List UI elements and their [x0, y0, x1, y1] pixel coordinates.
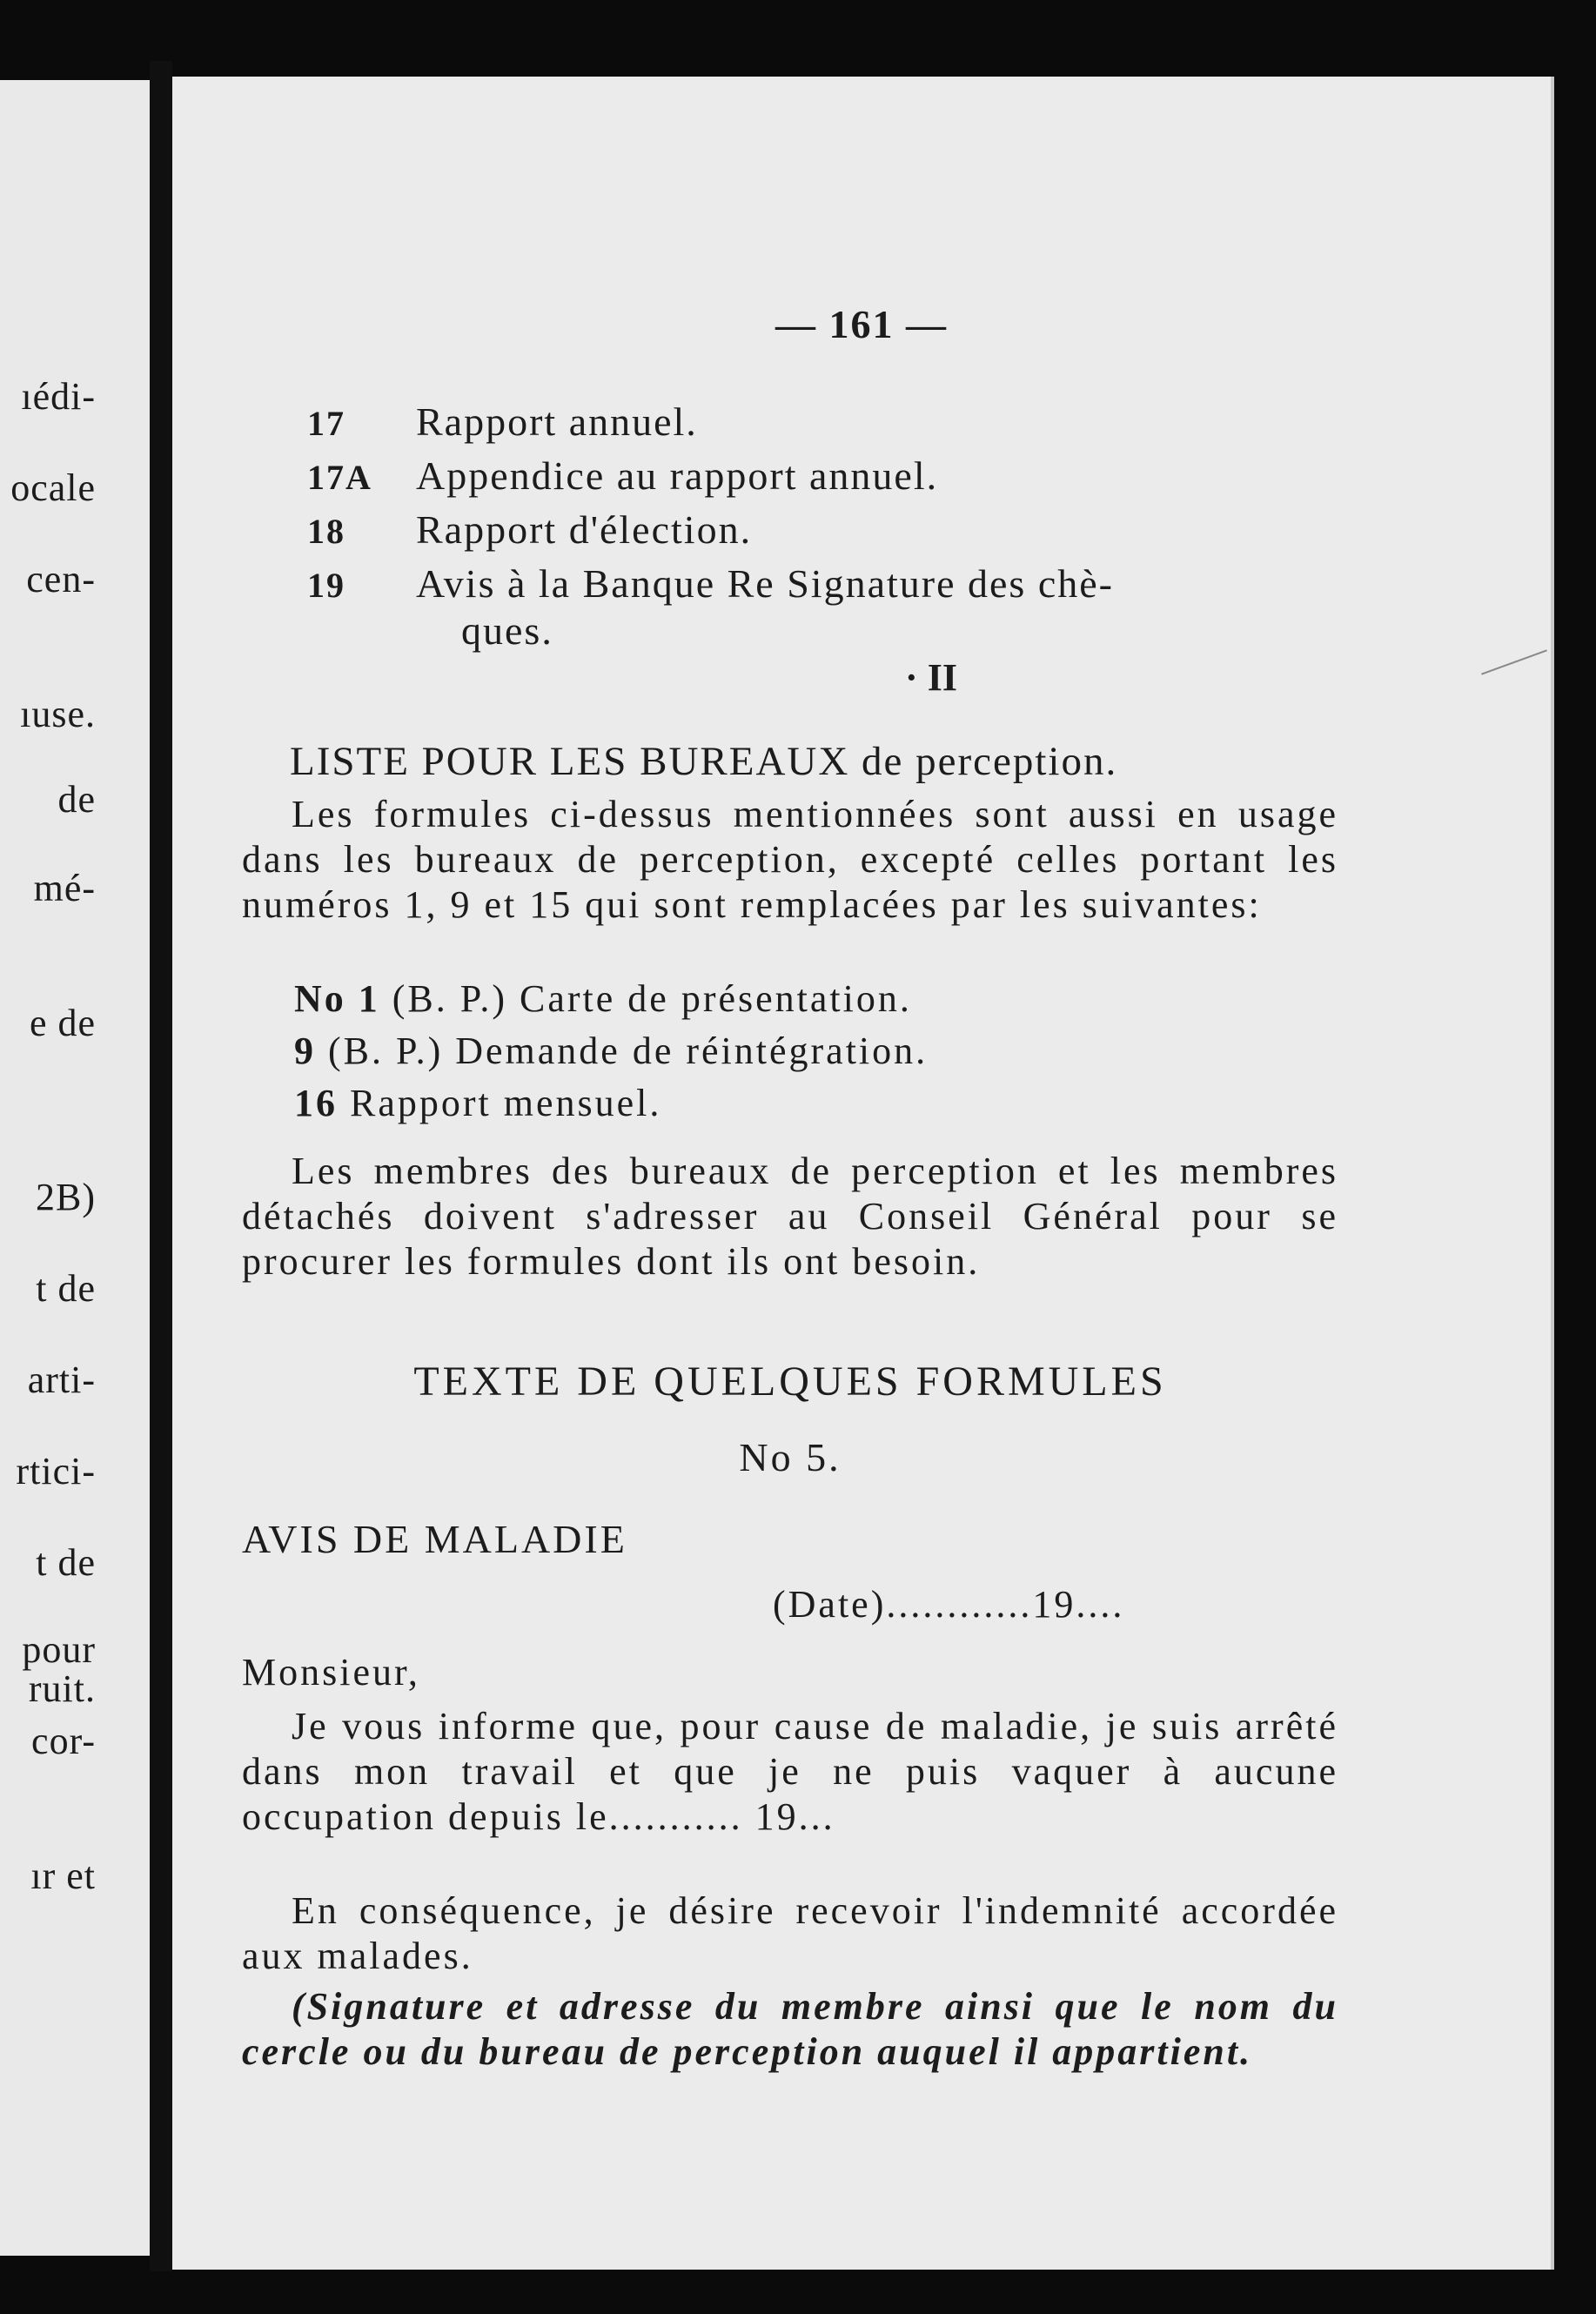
members-paragraph: Les membres des bureaux de perception et les membres détachés doivent s'adresser au Conseil Général pour se procurer les formules dont ils ont besoin.	[242, 1150, 1338, 1283]
list-item-number: 17	[307, 404, 345, 443]
list-continuation: ques.	[461, 608, 553, 653]
left-fragment: pour	[22, 1628, 96, 1671]
avis-title: AVIS DE MALADIE	[242, 1517, 627, 1561]
bp-form-text: (B. P.) Carte de présentation.	[392, 977, 912, 1020]
section-numeral: · II	[905, 656, 957, 699]
left-fragment: t de	[36, 1267, 96, 1310]
consequence-paragraph: En conséquence, je désire recevoir l'indemnité accordée aux malades.	[242, 1889, 1338, 1977]
main-page	[172, 77, 1554, 2270]
date-line: (Date)............19....	[773, 1583, 1125, 1626]
left-fragment: rtici-	[16, 1450, 96, 1492]
bp-form-number: 16	[294, 1082, 338, 1124]
list-item	[307, 399, 698, 445]
list-item-number: 19	[307, 566, 345, 605]
left-fragment: t de	[36, 1541, 96, 1584]
list-item-text: Rapport d'élection.	[416, 507, 753, 552]
bp-form-number: 9	[294, 1030, 316, 1072]
left-fragment: ıédi-	[21, 375, 96, 418]
left-fragment: cen-	[26, 558, 96, 600]
list-item	[307, 453, 938, 499]
bp-form-item	[294, 1081, 661, 1125]
salutation: Monsieur,	[242, 1651, 420, 1694]
left-fragment: e de	[29, 1002, 96, 1044]
left-fragment: arti-	[27, 1358, 96, 1401]
bp-form-number: No 1	[294, 977, 380, 1020]
list-item-number: 18	[307, 512, 345, 551]
left-fragment: de	[57, 778, 96, 821]
list-item-number: 17A	[307, 458, 372, 497]
page-gutter	[150, 61, 172, 2271]
left-page-fragment	[0, 80, 150, 2256]
bp-form-text: (B. P.) Demande de réintégration.	[328, 1030, 929, 1072]
list-item	[307, 506, 752, 553]
page-number: — 161 —	[775, 302, 948, 346]
texte-heading: TEXTE DE QUELQUES FORMULES	[413, 1358, 1167, 1405]
list-item-text: Avis à la Banque Re Signature des chè-	[416, 561, 1114, 606]
left-fragment: ruit.	[28, 1667, 96, 1710]
bp-form-item	[294, 1029, 928, 1073]
left-fragment: ocale	[10, 466, 96, 509]
body-paragraph: Je vous informe que, pour cause de maladie, je suis arrêté dans mon travail et que je ne puis vaquer à aucune occupation depuis le........... 19...	[242, 1705, 1338, 1838]
left-fragment: 2B)	[36, 1176, 96, 1218]
bp-form-text: Rapport mensuel.	[350, 1082, 662, 1124]
left-fragment: mé-	[33, 867, 96, 909]
signature-note: (Signature et adresse du membre ainsi que le nom du cercle ou du bureau de perception auquel il appartient.	[242, 1985, 1338, 2073]
list-item-text: Rapport annuel.	[416, 399, 698, 444]
liste-heading: LISTE POUR LES BUREAUX de perception.	[290, 739, 1118, 784]
left-fragment: ır et	[30, 1855, 96, 1897]
bp-form-item	[294, 976, 912, 1021]
list-item-text: Appendice au rapport annuel.	[416, 453, 939, 498]
form-number: No 5.	[739, 1435, 842, 1479]
left-fragment: ıuse.	[20, 693, 96, 735]
list-item	[307, 560, 1114, 607]
left-fragment: cor-	[31, 1720, 96, 1762]
intro-paragraph: Les formules ci-dessus mentionnées sont aussi en usage dans les bureaux de perception, excepté celles portant les numéros 1, 9 et 15 qui sont remplacées par les suivantes:	[242, 793, 1338, 926]
